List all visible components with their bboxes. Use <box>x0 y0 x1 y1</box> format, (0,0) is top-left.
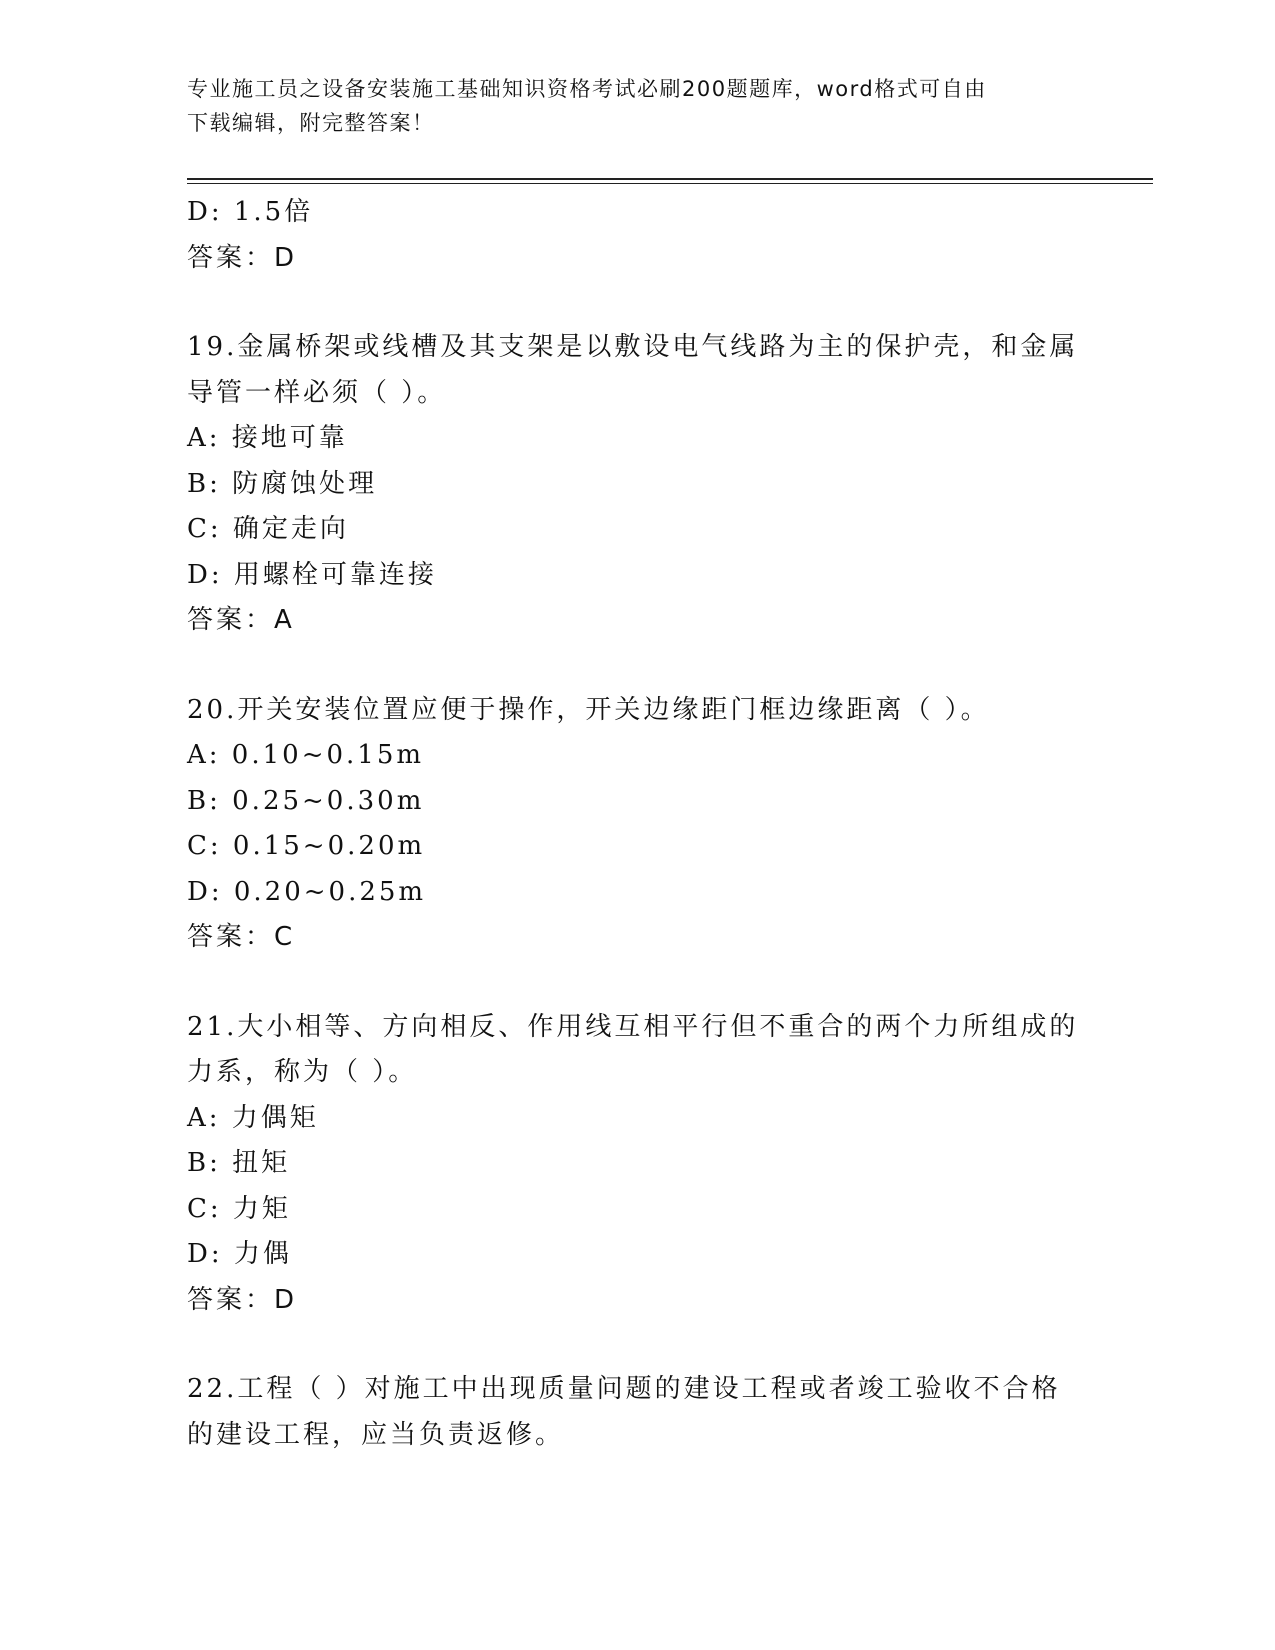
option-line: D: 用螺栓可靠连接 <box>187 559 437 590</box>
answer-line: 答案：A <box>187 605 295 635</box>
answer-line: 答案：C <box>187 922 296 952</box>
question-text-line: 力系，称为（ ）。 <box>187 1057 418 1087</box>
question-block <box>187 325 1087 644</box>
header-line-1: 专业施工员之设备安装施工基础知识资格考试必刷200题题库，word格式可自由 <box>187 77 987 101</box>
option-line: D: 力偶 <box>187 1239 292 1269</box>
option-line: C: 0.15~0.20m <box>187 831 426 861</box>
option-line: B: 防腐蚀处理 <box>187 468 378 499</box>
question-block <box>187 688 1087 961</box>
question-block <box>187 1367 1087 1458</box>
option-line: B: 扭矩 <box>187 1148 291 1178</box>
question-text-line: 21.大小相等、方向相反、作用线互相平行但不重合的两个力所组成的 <box>187 1011 1079 1042</box>
document-header <box>187 72 1087 140</box>
option-line: C: 确定走向 <box>187 514 349 544</box>
answer-line: 答案：D <box>187 1284 298 1315</box>
option-line: B: 0.25~0.30m <box>187 785 425 816</box>
option-line: A: 接地可靠 <box>187 423 348 453</box>
answer-line: 答案：D <box>187 242 298 273</box>
question-text-line: 导管一样必须（ ）。 <box>187 377 447 408</box>
question-list <box>187 190 1087 1458</box>
block-spacer <box>187 1323 1087 1367</box>
block-spacer <box>187 961 1087 1005</box>
question-text-line: 19.金属桥架或线槽及其支架是以敷设电气线路为主的保护壳，和金属 <box>187 332 1079 362</box>
option-line: A: 力偶矩 <box>187 1102 319 1133</box>
option-line: C: 力矩 <box>187 1193 291 1224</box>
option-line: D: 0.20~0.25m <box>187 876 427 907</box>
header-line-2: 下载编辑，附完整答案！ <box>187 111 435 135</box>
header-rule-thin <box>187 183 1153 184</box>
question-block <box>187 190 1087 281</box>
question-text-line: 20.开关安装位置应便于操作，开关边缘距门框边缘距离（ ）。 <box>187 694 990 725</box>
question-text-line: 22.工程（ ）对施工中出现质量问题的建设工程或者竣工验收不合格 <box>187 1374 1061 1404</box>
question-text-line: 的建设工程，应当负责返修。 <box>187 1419 565 1450</box>
block-spacer <box>187 644 1087 688</box>
option-line: A: 0.10~0.15m <box>187 740 425 770</box>
header-rule-thick <box>187 178 1153 180</box>
question-block <box>187 1005 1087 1324</box>
option-line: D: 1.5倍 <box>187 197 314 227</box>
block-spacer <box>187 281 1087 325</box>
